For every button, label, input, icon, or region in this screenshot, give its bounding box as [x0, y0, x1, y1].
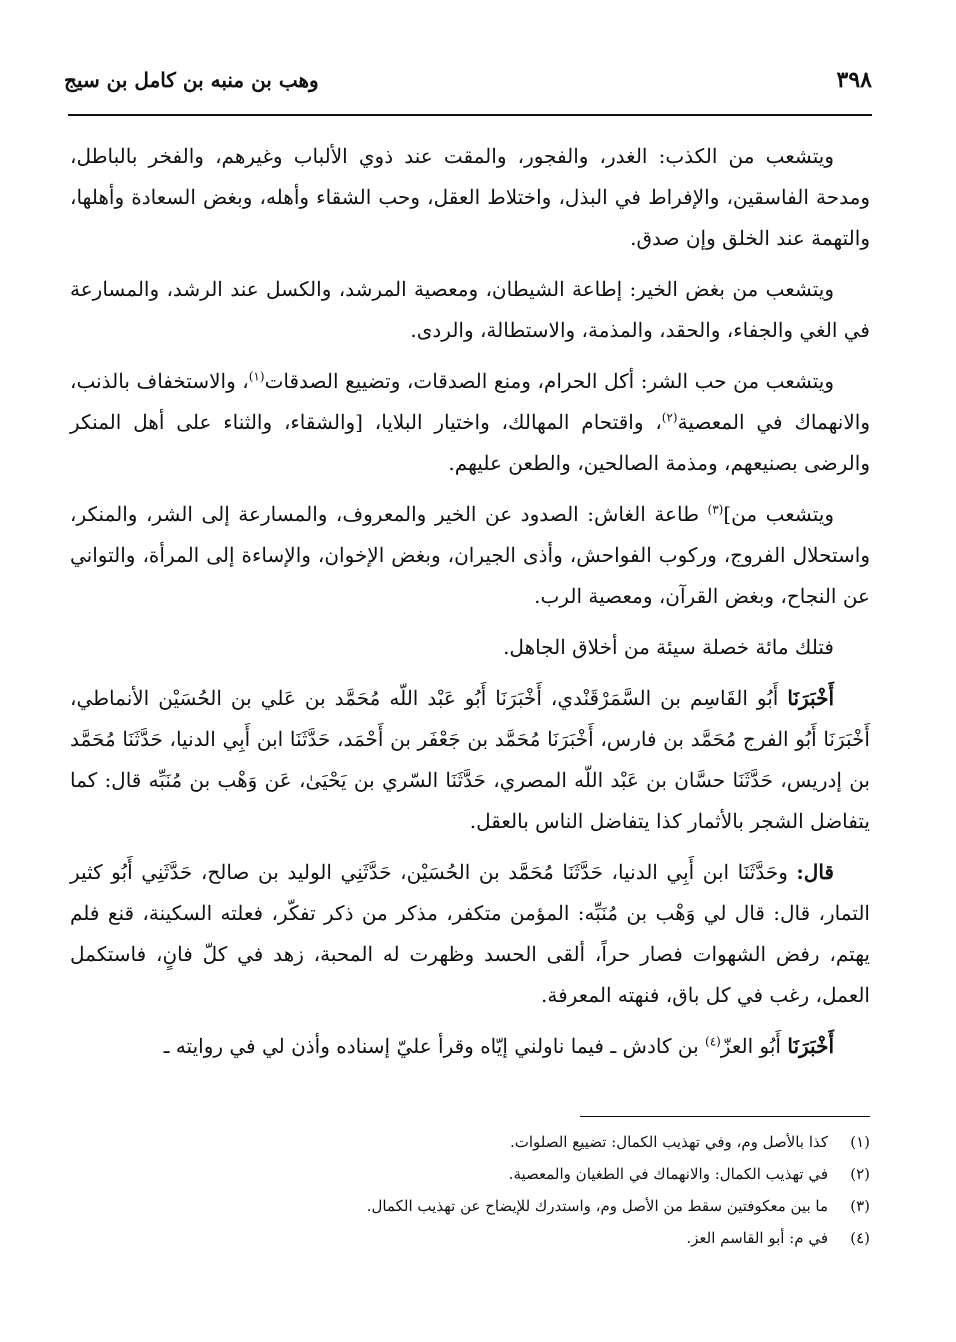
paragraph-text: وحَدَّثَنَا ابن أَبِي الدنيا، حَدَّثَنَا مُحَمَّد بن الحُسَيْن، حَدَّثَنِي الوليد بن صالح، حَدَّثَنِي أَبُو كثير التمار، قال: قال لي وَهْب بن مُنَبِّه: المؤمن متكفر، مذكر من ذكر تفكّر، فعلته السكينة، قنع فلم يهتم، رفض الشهوات فصار حراً، ألقى الحسد وظهرت له المحبة، زهد في كلّ فانٍ، فاستكمل العمل، رغب في كل باق، فنهته المعرفة.: [70, 860, 870, 1007]
paragraph-conclusion: [70, 627, 870, 668]
paragraph-text: أَبُو العزّ: [720, 1034, 788, 1058]
paragraph-text: أَبُو القَاسِم بن السَّمَرْقَنْدي، أَخْبَرَنَا أَبُو عَبْد اللّه مُحَمَّد بن عَلي بن الحُسَيْن الأنماطي، أَخْبَرَنَا أَبُو الفرج مُحَمَّد بن فارس، أَخْبَرَنَا مُحَمَّد بن جَعْفَر بن أَحْمَد، حَدَّثَنَا ابن أَبِي الدنيا، حَدَّثَنَا مُحَمَّد بن إدريس، حَدَّثَنَا حسَّان بن عَبْد اللّه المصري، حَدَّثَنَا السّري بن يَحْيَىٰ، عَن وَهْب بن مُنَبِّه قال: كما يتفاضل الشجر بالأثمار كذا يتفاضل الناس بالعقل.: [70, 686, 870, 833]
footnote-number: (٣): [850, 1197, 870, 1215]
footnote-marker: (٣): [707, 502, 724, 517]
page-header: [64, 58, 872, 102]
footnote-text: في م: أبو القاسم العز.: [686, 1229, 828, 1247]
paragraph-text: ويتشعب من بغض الخير: إطاعة الشيطان، ومعصية المرشد، والكسل عند الرشد، والمسارعة في الغي والجفاء، والحقد، والمذمة، والاستطالة، والردى.: [70, 277, 870, 342]
main-text: [70, 136, 870, 1077]
footnote: [70, 1190, 870, 1222]
header-rule: [68, 114, 872, 116]
paragraph-text: ، والاستخفاف بالذنب، والانهماك في المعصية: [70, 369, 870, 434]
footnote: [70, 1126, 870, 1158]
footnote-number: (٢): [850, 1165, 870, 1183]
footnote-marker: (٢): [661, 410, 678, 425]
paragraph-text: ، واقتحام المهالك، واختيار البلايا، [والشقاء، والثناء على أهل المنكر والرضى بصنيعهم، ومذمة الصالحين، والطعن عليهم.: [70, 410, 870, 475]
footnote-marker: (١): [248, 369, 265, 384]
footnote-text: كذا بالأصل وم، وفي تهذيب الكمال: تضييع الصلوات.: [509, 1133, 828, 1151]
narration-lead: أَخْبَرَنَا: [787, 686, 834, 710]
page-number: ٣٩٨: [836, 67, 872, 93]
paragraph-narration-1: [70, 678, 870, 842]
paragraph-obeying-deceiver: [70, 494, 870, 617]
footnote: [70, 1158, 870, 1190]
paragraph-text: ويتشعب من حب الشر: أكل الحرام، ومنع الصدقات، وتضييع الصدقات: [264, 369, 835, 393]
paragraph-text: فتلك مائة خصلة سيئة من أخلاق الجاهل.: [503, 635, 834, 659]
footnote: [70, 1222, 870, 1254]
footnote-text: في تهذيب الكمال: والانهماك في الطغيان والمعصية.: [508, 1165, 828, 1183]
footnote-marker: (٤): [705, 1034, 721, 1049]
paragraph-hatred-of-good: [70, 269, 870, 351]
narration-lead: قال:: [796, 860, 834, 884]
running-title: وهب بن منبه بن كامل بن سيج: [64, 68, 319, 92]
footnote-number: (١): [850, 1133, 870, 1151]
narration-lead: أَخْبَرَنَا: [787, 1034, 834, 1058]
footnotes: [70, 1126, 870, 1254]
paragraph-text: بن كادش ـ فيما ناولني إيّاه وقرأ عليّ إسناده وأذن لي في روايته ـ: [163, 1034, 705, 1058]
paragraph-text: ويتشعب من الكذب: الغدر، والفجور، والمقت عند ذوي الألباب وغيرهم، والفخر بالباطل، ومدحة الفاسقين، والإفراط في البذل، واختلاط العقل، وحب الشقاء وأهله، وبغض السعادة وأهلها، والتهمة عند الخلق وإن صدق.: [70, 144, 870, 250]
paragraph-narration-2: [70, 852, 870, 1016]
footnote-rule: [580, 1116, 870, 1117]
paragraph-narration-3: [70, 1026, 870, 1067]
paragraph-love-of-evil: [70, 361, 870, 484]
paragraph-text: ويتشعب من]: [723, 502, 834, 526]
footnote-number: (٤): [850, 1229, 870, 1247]
footnote-text: ما بين معكوفتين سقط من الأصل وم، واستدرك للإيضاح عن تهذيب الكمال.: [366, 1197, 828, 1215]
paragraph-lies: [70, 136, 870, 259]
paragraph-text: طاعة الغاش: الصدود عن الخير والمعروف، والمسارعة إلى الشر، والمنكر، واستحلال الفروج، وركوب الفواحش، وأذى الجيران، وبغض الإخوان، والإساءة إلى المرأة، والتواني عن النجاح، وبغض القرآن، ومعصية الرب.: [70, 502, 870, 608]
